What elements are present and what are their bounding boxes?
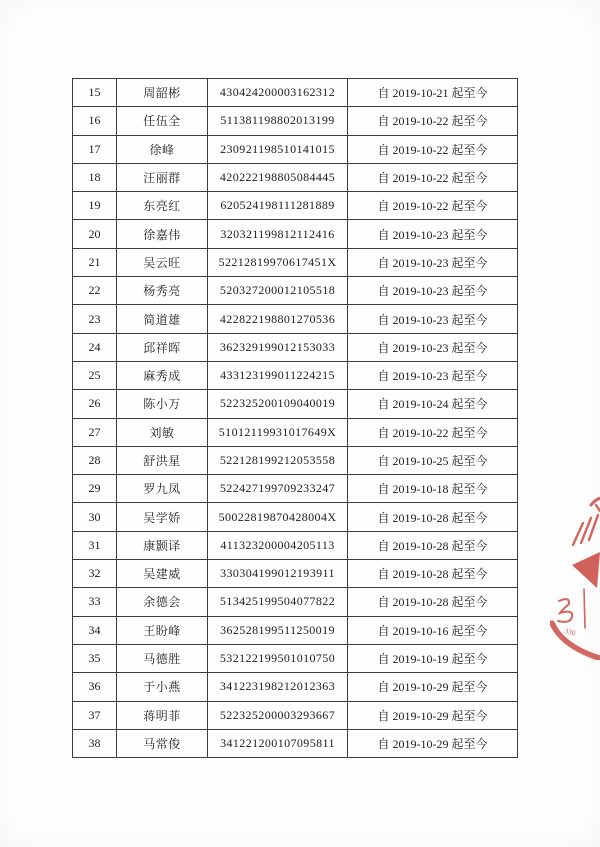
row-number-cell: 19 [73, 192, 117, 220]
table-row [73, 701, 518, 729]
row-number-cell: 34 [73, 616, 117, 644]
period-text-cell: 自 2019-10-19 起至今 [348, 644, 518, 672]
id-number-cell: 341221200107095811 [208, 729, 348, 757]
id-number-cell: 420222198805084445 [208, 163, 348, 191]
id-number-cell: 522325200109040019 [208, 390, 348, 418]
table-row [73, 531, 518, 559]
person-name-cell: 杨秀亮 [117, 277, 208, 305]
table-row [73, 163, 518, 191]
row-number-cell: 29 [73, 475, 117, 503]
row-number-cell: 30 [73, 503, 117, 531]
seal-character-stroke [596, 505, 600, 511]
period-text-cell: 自 2019-10-22 起至今 [348, 163, 518, 191]
period-text-cell: 自 2019-10-28 起至今 [348, 503, 518, 531]
id-number-cell: 51012119931017649X [208, 418, 348, 446]
table-row [73, 588, 518, 616]
row-number-cell: 23 [73, 305, 117, 333]
row-number-cell: 17 [73, 135, 117, 163]
person-name-cell: 舒洪星 [117, 446, 208, 474]
person-name-cell: 麻秀成 [117, 361, 208, 389]
period-text-cell: 自 2019-10-18 起至今 [348, 475, 518, 503]
row-number-cell: 16 [73, 107, 117, 135]
row-number-cell: 15 [73, 79, 117, 107]
table-row [73, 560, 518, 588]
id-number-cell: 341223198212012363 [208, 673, 348, 701]
person-name-cell: 于小燕 [117, 673, 208, 701]
id-number-cell: 330304199012193911 [208, 560, 348, 588]
table-row [73, 475, 518, 503]
period-text-cell: 自 2019-10-24 起至今 [348, 390, 518, 418]
period-text-cell: 自 2019-10-29 起至今 [348, 729, 518, 757]
id-number-cell: 50022819870428004X [208, 503, 348, 531]
person-name-cell: 邱祥晖 [117, 333, 208, 361]
period-text-cell: 自 2019-10-28 起至今 [348, 560, 518, 588]
row-number-cell: 36 [73, 673, 117, 701]
person-name-cell: 康颢译 [117, 531, 208, 559]
row-number-cell: 24 [73, 333, 117, 361]
table-row [73, 220, 518, 248]
id-number-cell: 522128199212053558 [208, 446, 348, 474]
id-number-cell: 430424200003162312 [208, 79, 348, 107]
row-number-cell: 38 [73, 729, 117, 757]
table-row [73, 192, 518, 220]
table-row [73, 729, 518, 757]
person-name-cell: 吴建威 [117, 560, 208, 588]
table-row [73, 277, 518, 305]
person-name-cell: 陈小万 [117, 390, 208, 418]
id-number-cell: 320321199812112416 [208, 220, 348, 248]
person-name-cell: 蒋明菲 [117, 701, 208, 729]
seal-code-digits: 330 [563, 626, 577, 638]
row-number-cell: 31 [73, 531, 117, 559]
table-row [73, 616, 518, 644]
period-text-cell: 自 2019-10-23 起至今 [348, 333, 518, 361]
table-row [73, 361, 518, 389]
period-text-cell: 自 2019-10-21 起至今 [348, 79, 518, 107]
row-number-cell: 18 [73, 163, 117, 191]
id-number-cell: 520327200012105518 [208, 277, 348, 305]
person-name-cell: 徐峰 [117, 135, 208, 163]
table-body [73, 79, 518, 758]
id-number-cell: 362329199012153033 [208, 333, 348, 361]
period-text-cell: 自 2019-10-23 起至今 [348, 277, 518, 305]
person-name-cell: 简道雄 [117, 305, 208, 333]
row-number-cell: 22 [73, 277, 117, 305]
id-number-cell: 513425199504077822 [208, 588, 348, 616]
official-seal-stamp [550, 497, 600, 660]
period-text-cell: 自 2019-10-28 起至今 [348, 531, 518, 559]
person-name-cell: 马德胜 [117, 644, 208, 672]
row-number-cell: 33 [73, 588, 117, 616]
table-row [73, 135, 518, 163]
person-name-cell: 东亮红 [117, 192, 208, 220]
id-number-cell: 511381198802013199 [208, 107, 348, 135]
id-number-cell: 411323200004205113 [208, 531, 348, 559]
period-text-cell: 自 2019-10-16 起至今 [348, 616, 518, 644]
id-number-cell: 52212819970617451X [208, 248, 348, 276]
person-name-cell: 刘敏 [117, 418, 208, 446]
row-number-cell: 21 [73, 248, 117, 276]
table-row [73, 673, 518, 701]
id-number-cell: 522427199709233247 [208, 475, 348, 503]
person-name-cell: 罗九凤 [117, 475, 208, 503]
period-text-cell: 自 2019-10-23 起至今 [348, 305, 518, 333]
person-name-cell: 周韶彬 [117, 79, 208, 107]
table-row [73, 503, 518, 531]
table-row [73, 107, 518, 135]
row-number-cell: 32 [73, 560, 117, 588]
person-name-cell: 吴学娇 [117, 503, 208, 531]
persons-table [72, 78, 518, 758]
period-text-cell: 自 2019-10-23 起至今 [348, 248, 518, 276]
id-number-cell: 532122199501010750 [208, 644, 348, 672]
period-text-cell: 自 2019-10-23 起至今 [348, 361, 518, 389]
row-number-cell: 25 [73, 361, 117, 389]
person-name-cell: 余德会 [117, 588, 208, 616]
period-text-cell: 自 2019-10-23 起至今 [348, 220, 518, 248]
table-row [73, 390, 518, 418]
id-number-cell: 230921198510141015 [208, 135, 348, 163]
period-text-cell: 自 2019-10-28 起至今 [348, 588, 518, 616]
table-row [73, 79, 518, 107]
period-text-cell: 自 2019-10-22 起至今 [348, 192, 518, 220]
person-name-cell: 吴云旺 [117, 248, 208, 276]
id-number-cell: 620524198111281889 [208, 192, 348, 220]
seal-star-lower-line [584, 589, 585, 628]
seal-character-stroke [558, 599, 572, 622]
person-name-cell: 汪丽群 [117, 163, 208, 191]
row-number-cell: 37 [73, 701, 117, 729]
person-name-cell: 任伍全 [117, 107, 208, 135]
row-number-cell: 27 [73, 418, 117, 446]
id-number-cell: 362528199511250019 [208, 616, 348, 644]
period-text-cell: 自 2019-10-22 起至今 [348, 418, 518, 446]
row-number-cell: 35 [73, 644, 117, 672]
table-row [73, 446, 518, 474]
seal-star-point [572, 552, 600, 588]
period-text-cell: 自 2019-10-29 起至今 [348, 701, 518, 729]
period-text-cell: 自 2019-10-29 起至今 [348, 673, 518, 701]
table-row [73, 333, 518, 361]
row-number-cell: 26 [73, 390, 117, 418]
person-name-cell: 王盼峰 [117, 616, 208, 644]
table-row [73, 305, 518, 333]
row-number-cell: 28 [73, 446, 117, 474]
row-number-cell: 20 [73, 220, 117, 248]
table-row [73, 418, 518, 446]
period-text-cell: 自 2019-10-25 起至今 [348, 446, 518, 474]
id-number-cell: 433123199011224215 [208, 361, 348, 389]
person-name-cell: 徐嘉伟 [117, 220, 208, 248]
table-row [73, 644, 518, 672]
id-number-cell: 522325200003293667 [208, 701, 348, 729]
id-number-cell: 422822198801270536 [208, 305, 348, 333]
period-text-cell: 自 2019-10-22 起至今 [348, 135, 518, 163]
table-row [73, 248, 518, 276]
period-text-cell: 自 2019-10-22 起至今 [348, 107, 518, 135]
person-name-cell: 马常俊 [117, 729, 208, 757]
